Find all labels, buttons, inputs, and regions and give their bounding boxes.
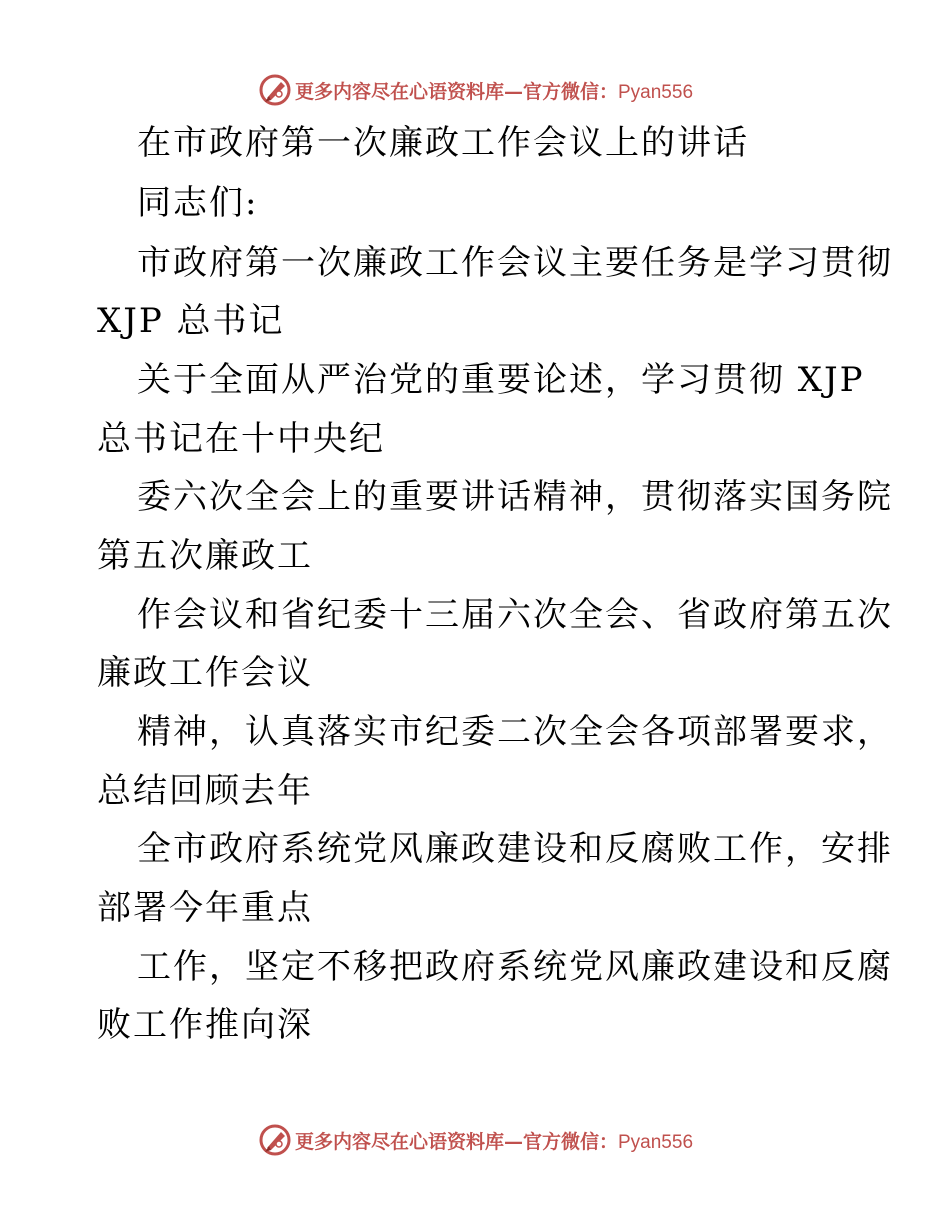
paragraph-line: 第五次廉政工: [97, 536, 313, 576]
footer-watermark: [0, 1120, 950, 1160]
paragraph-line: 败工作推向深: [97, 1005, 313, 1045]
paragraph-line: 委六次全会上的重要讲话精神，贯彻落实国务院: [137, 477, 893, 517]
document-title: 在市政府第一次廉政工作会议上的讲话: [137, 123, 749, 163]
paragraph-line: 精神，认真落实市纪委二次全会各项部署要求，: [137, 712, 893, 752]
paragraph-line: 总结回顾去年: [97, 771, 313, 811]
paragraph-line: 全市政府系统党风廉政建设和反腐败工作，安排: [137, 829, 893, 869]
pen-circle-logo-icon: [257, 1122, 293, 1158]
pen-circle-logo-icon: [257, 72, 293, 108]
header-watermark: [0, 70, 950, 110]
paragraph-line: 作会议和省纪委十三届六次全会、省政府第五次: [137, 595, 893, 635]
greeting: 同志们:: [137, 183, 259, 223]
paragraph-line: 总书记在十中央纪: [97, 419, 385, 459]
paragraph-line: 廉政工作会议: [97, 653, 313, 693]
wechat-id: Pyan556: [618, 1131, 694, 1153]
wechat-id: Pyan556: [618, 81, 694, 103]
paragraph-line: 部署今年重点: [97, 888, 313, 928]
paragraph-line: 市政府第一次廉政工作会议主要任务是学习贯彻: [137, 243, 893, 283]
watermark-text: 更多内容尽在心语资料库—官方微信：Pyan556: [294, 80, 694, 103]
paragraph-line: XJP 总书记: [97, 301, 285, 341]
watermark-text: 更多内容尽在心语资料库—官方微信：Pyan556: [294, 1130, 694, 1153]
paragraph-line: 工作，坚定不移把政府系统党风廉政建设和反腐: [137, 947, 893, 987]
paragraph-line: 关于全面从严治党的重要论述，学习贯彻 XJP: [137, 360, 865, 400]
